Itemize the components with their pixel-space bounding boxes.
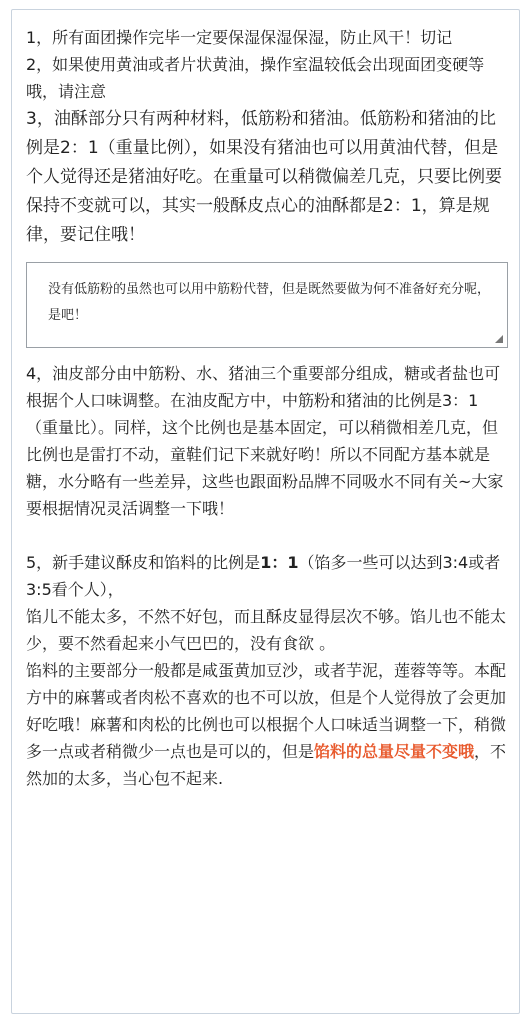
paragraph-7-suffix: ，不然加的太多，当心包不起来. — [26, 742, 507, 788]
paragraph-1: 1，所有面团操作完毕一定要保湿保湿保湿，防止风干！切记 — [26, 28, 453, 47]
paragraph-4: 4，油皮部分由中筋粉、水、猪油三个重要部分组成，糖或者盐也可根据个人口味调整。在油皮配方中，中筋粉和猪油的比例是3：1（重量比）。同样，这个比例也是基本固定，可以稍微相差几克，但比例也是雷打不动，童鞋们记下来就好哟！所以不同配方基本就是糖，水分略有一些差异，这些也跟面粉品牌不同吸水不同有关~大家要根据情况灵活调整一下哦！ — [26, 364, 504, 518]
paragraph-7-prefix: 馅料的主要部分一般都是咸蛋黄加豆沙，或者芋泥，莲蓉等等。本配方中的麻薯或者肉松不喜欢的也不可以放，但是个人觉得放了会更加好吃哦！麻薯和肉松的比例也可以根据个人口味适当调整一下，稍微多一点或者稍微少一点也是可以的，但是 — [26, 661, 507, 761]
paragraph-2: 2，如果使用黄油或者片状黄油，操作室温较低会出现面团变硬等哦，请注意 — [26, 55, 485, 101]
paragraph-5-suffix: （馅多一些可以达到3:4或者3:5看个人）， — [26, 553, 501, 599]
paragraph-3: 3，油酥部分只有两种材料，低筋粉和猪油。低筋粉和猪油的比例是2：1（重量比例），如果没有猪油也可以用黄油代替，但是个人觉得还是猪油好吃。在重量可以稍微偏差几克，只要比例要保持不变就可以，其实一般酥皮点心的油酥都是2：1，算是规律，要记住哦！ — [26, 109, 502, 245]
note-text: 没有低筋粉的虽然也可以用中筋粉代替，但是既然要做为何不准备好充分呢，是吧！ — [48, 282, 491, 323]
paragraph-7 — [26, 657, 508, 792]
paragraph-5-prefix: 5，新手建议酥皮和馅料的比例是 — [26, 553, 261, 572]
article-content — [26, 24, 508, 792]
paragraph-6: 馅儿不能太多，不然不好包，而且酥皮显得层次不够。馅儿也不能太少，要不然看起来小气巴巴的，没有食欲 。 — [26, 607, 507, 653]
resize-handle-icon[interactable] — [495, 335, 503, 343]
document-page — [11, 9, 520, 1014]
ratio-bold: 1：1 — [260, 553, 299, 572]
paragraph-5 — [26, 549, 508, 603]
filling-highlight: 馅料的总量尽量不变哦 — [314, 742, 475, 761]
note-textarea[interactable] — [26, 262, 508, 348]
